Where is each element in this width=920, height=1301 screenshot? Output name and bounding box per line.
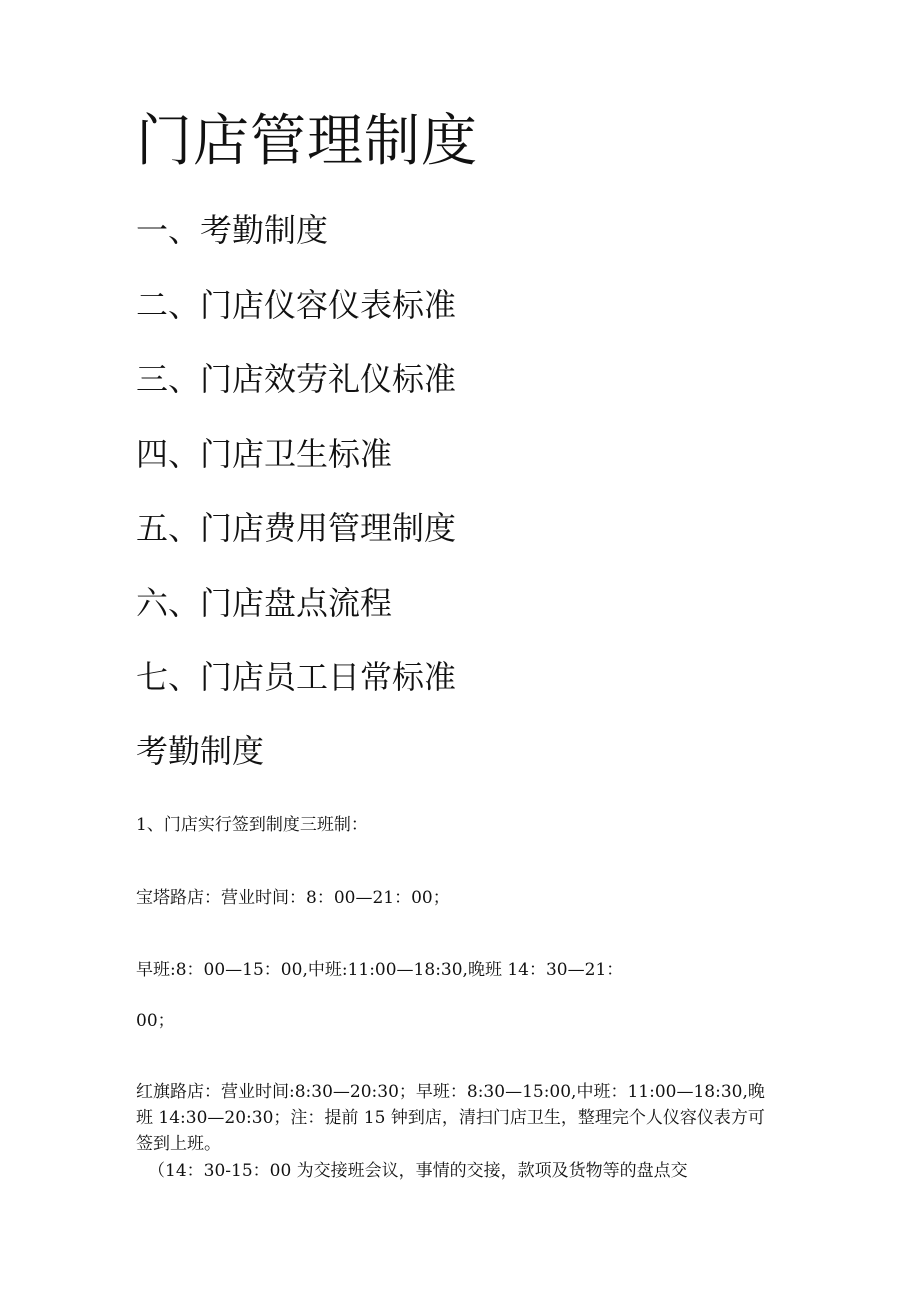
paragraph: （14：30-15：00 为交接班会议，事情的交接，款项及货物等的盘点交 [148, 1161, 688, 1181]
paragraph: 红旗路店：营业时间:8:30—20:30；早班：8:30—15:00,中班：11:00—18:30,晚班 14:30—20:30；注：提前 15 钟到店，清扫门店卫生，整理完个人仪容仪表方可签到上班。 [136, 1082, 765, 1154]
toc-item: 七、门店员工日常标准 [136, 658, 457, 696]
toc-item: 三、门店效劳礼仪标准 [136, 360, 457, 398]
section-heading: 考勤制度 [136, 732, 265, 770]
toc-item: 二、门店仪容仪表标准 [136, 285, 457, 324]
paragraph: 早班:8：00—15：00,中班:11:00—18:30,晚班 14：30—21： [136, 960, 624, 980]
toc-item: 五、门店费用管理制度 [136, 509, 457, 547]
table-of-contents [136, 205, 456, 727]
paragraph: 1、门店实行签到制度三班制： [136, 815, 368, 835]
paragraph: 00； [136, 1011, 175, 1031]
toc-item: 四、门店卫生标准 [136, 434, 393, 473]
toc-item: 一、考勤制度 [136, 211, 329, 249]
paragraph: 宝塔路店：营业时间：8：00—21：00； [136, 888, 450, 908]
toc-item: 六、门店盘点流程 [136, 583, 393, 622]
document-title: 门店管理制度 [136, 109, 478, 174]
